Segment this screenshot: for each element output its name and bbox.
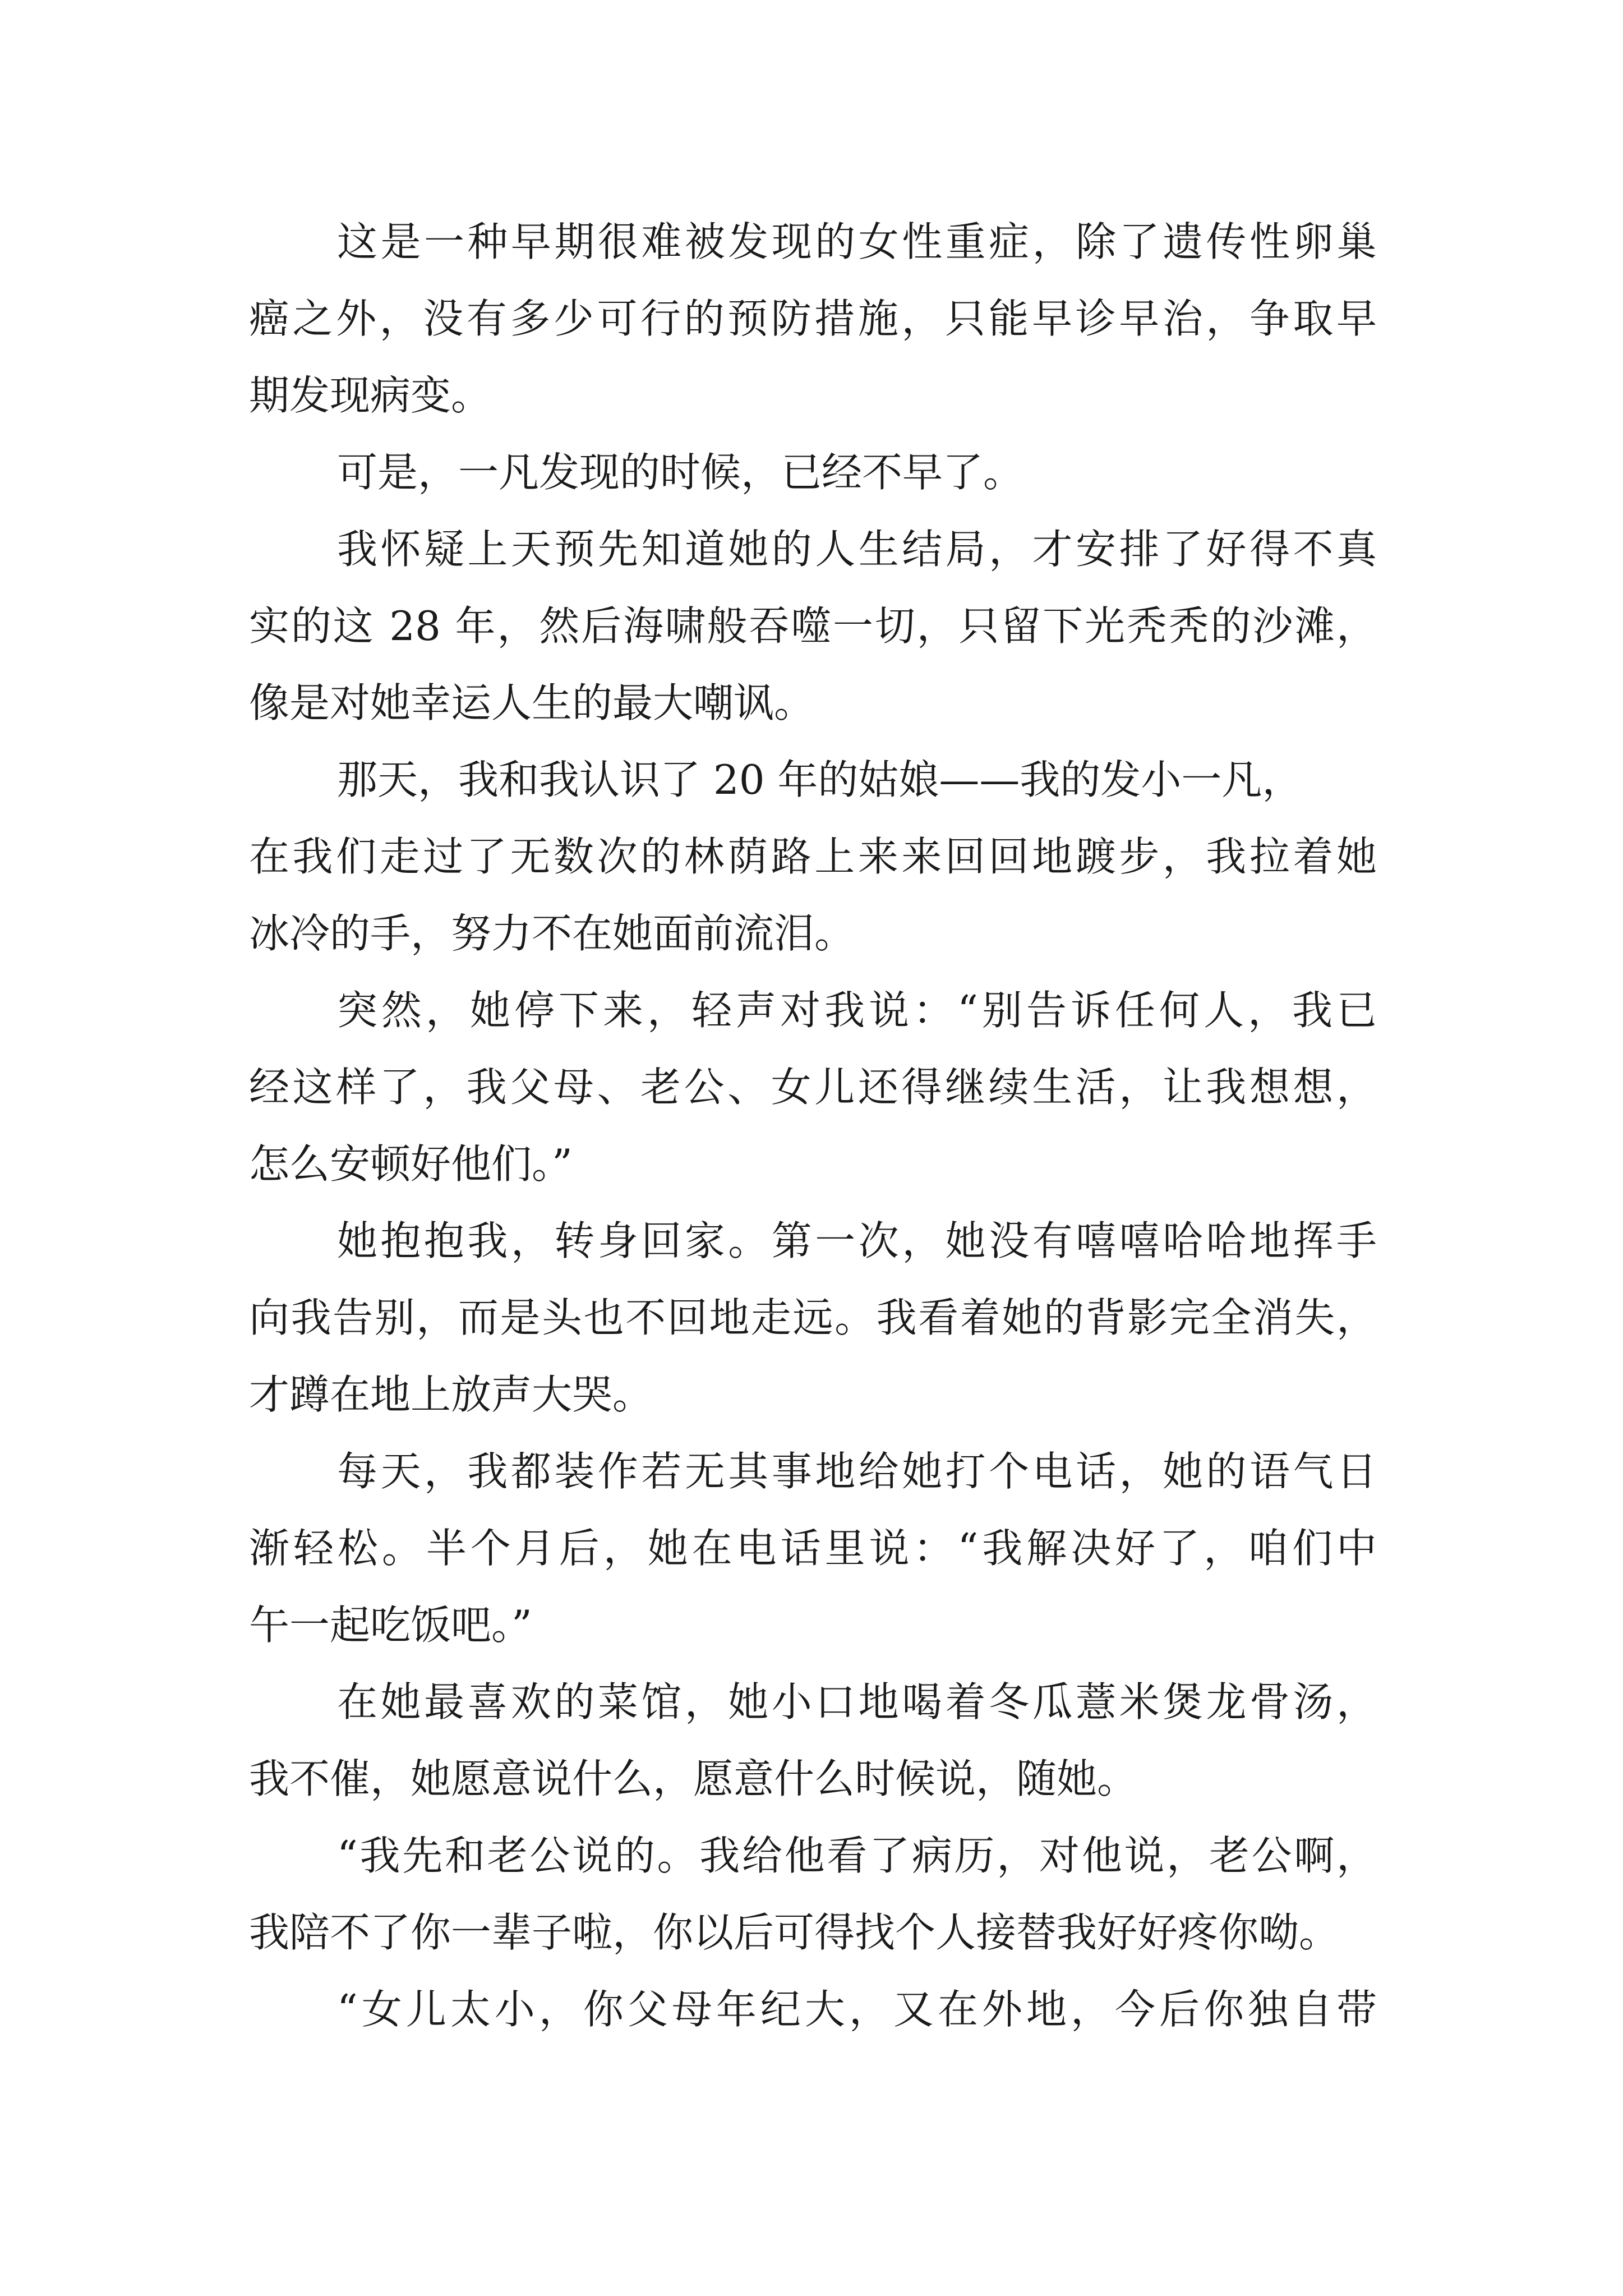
paragraph-line: 在她最喜欢的菜馆，她小口地喝着冬瓜薏米煲龙骨汤， [337,1678,1377,1726]
paragraph-line: 可是，一凡发现的时候，已经不早了。 [337,449,1024,496]
paragraph [249,972,1377,1203]
paragraph-line: 像是对她幸运人生的最大嘲讽。 [249,679,815,726]
paragraph-line: 午一起吃饭吧。” [249,1602,532,1649]
paragraph [249,204,1377,434]
paragraph-line: 突然，她停下来，轻声对我说：“别告诉任何人，我已 [337,987,1377,1034]
paragraph-line: 她抱抱我，转身回家。第一次，她没有嘻嘻哈哈地挥手 [337,1217,1377,1264]
paragraph [249,1203,1377,1433]
paragraph-line: 那天，我和我认识了 20 年的姑娘——我的发小一凡， [337,756,1303,803]
paragraph-line: 怎么安顿好他们。” [249,1140,573,1188]
paragraph-line: 每天，我都装作若无其事地给她打个电话，她的语气日 [337,1448,1377,1495]
paragraph [249,1971,1377,2048]
paragraph [249,511,1377,742]
paragraph-line: 这是一种早期很难被发现的女性重症，除了遗传性卵巢 [337,218,1377,265]
paragraph-line: 实的这 28 年，然后海啸般吞噬一切，只留下光秃秃的沙滩， [249,602,1377,650]
paragraph [249,1433,1377,1664]
paragraph-line: 期发现病变。 [249,372,492,419]
paragraph-line: 冰冷的手，努力不在她面前流泪。 [249,910,855,957]
paragraph [249,742,1377,972]
paragraph-line: “我先和老公说的。我给他看了病历，对他说，老公啊， [337,1832,1377,1879]
paragraph [249,1818,1377,1971]
paragraph [249,434,1377,511]
paragraph-line: 我陪不了你一辈子啦，你以后可得找个人接替我好好疼你呦。 [249,1909,1340,1956]
paragraph-line: 经这样了，我父母、老公、女儿还得继续生活，让我想想， [249,1064,1377,1111]
paragraph-line: 向我告别，而是头也不回地走远。我看着她的背影完全消失， [249,1294,1377,1341]
paragraph-line: 我不催，她愿意说什么，愿意什么时候说，随她。 [249,1755,1138,1802]
paragraph-line: 我怀疑上天预先知道她的人生结局，才安排了好得不真 [337,526,1377,573]
body-text [249,204,1377,2048]
paragraph-line: 渐轻松。半个月后，她在电话里说：“我解决好了，咱们中 [249,1525,1377,1572]
paragraph-line: “女儿太小，你父母年纪大，又在外地，今后你独自带 [337,1986,1377,2033]
paragraph [249,1664,1377,1818]
paragraph-line: 才蹲在地上放声大哭。 [249,1371,653,1418]
paragraph-line: 在我们走过了无数次的林荫路上来来回回地踱步，我拉着她 [249,833,1377,880]
paragraph-line: 癌之外，没有多少可行的预防措施，只能早诊早治，争取早 [249,295,1377,342]
